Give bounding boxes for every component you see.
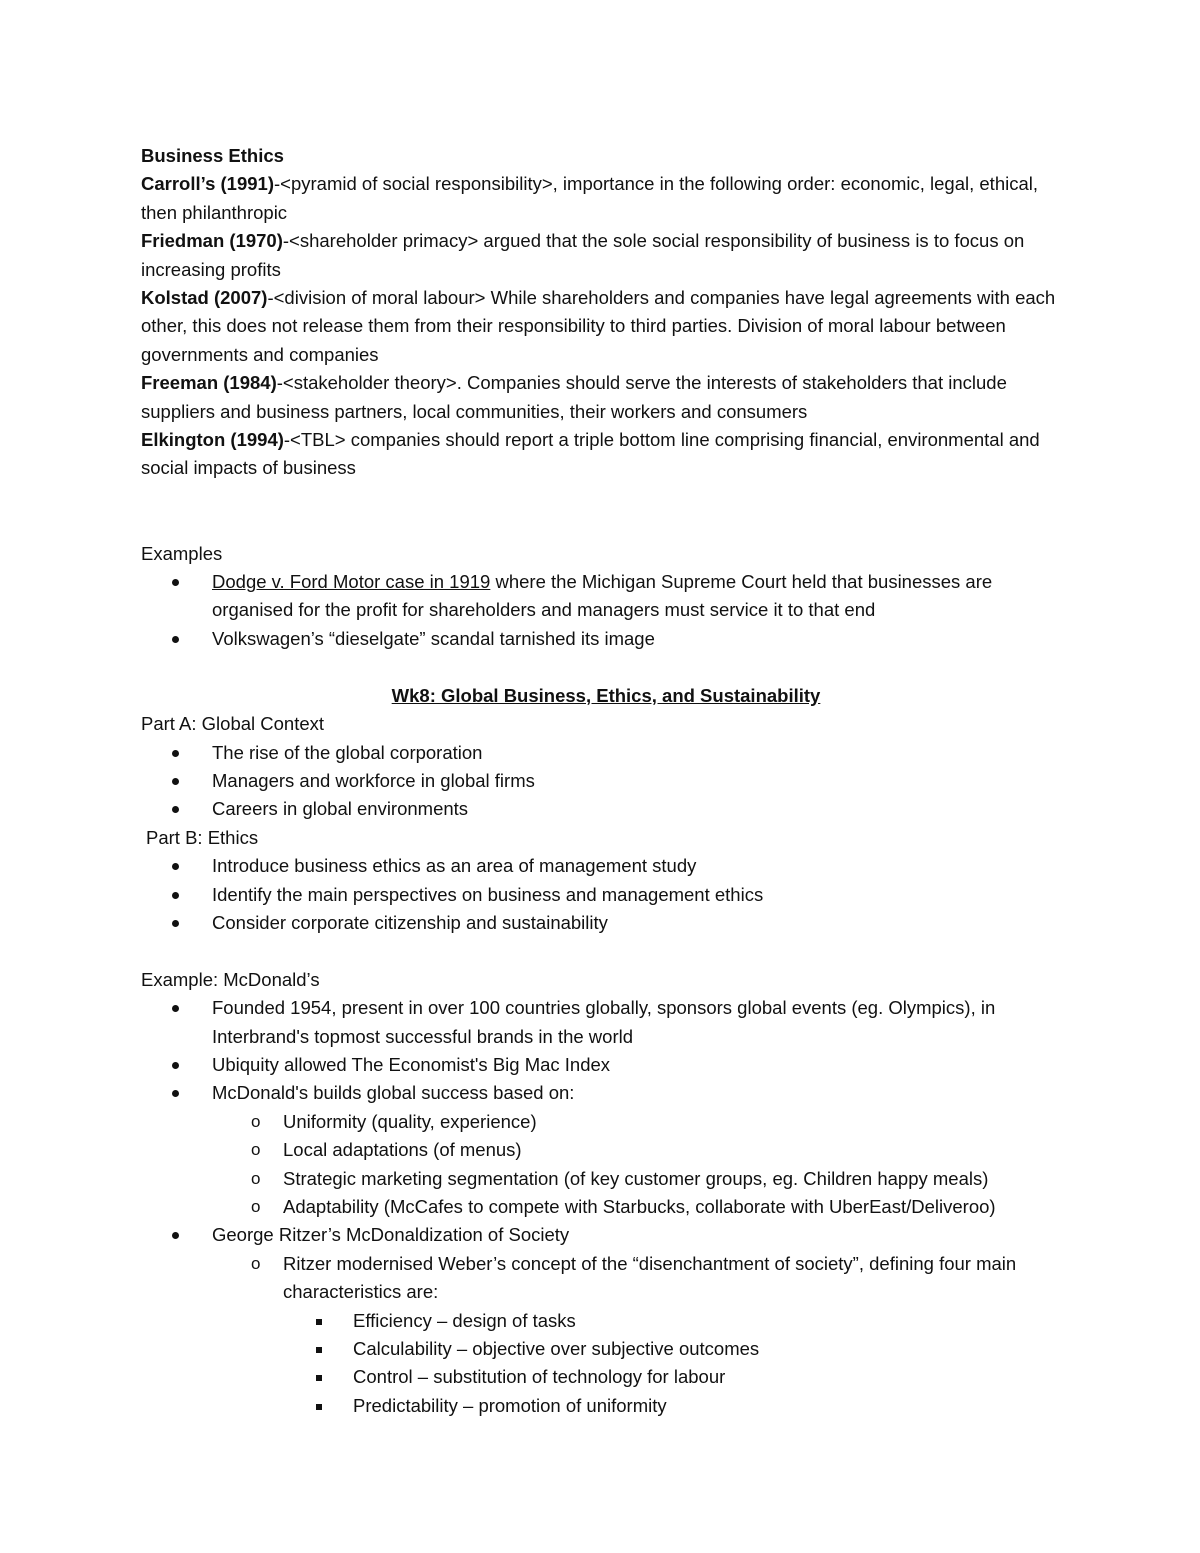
list-item: Consider corporate citizenship and sustainability <box>141 909 1071 937</box>
sub-list-item: o Adaptability (McCafes to compete with Starbucks, collaborate with UberEast/Deliveroo) <box>141 1193 1071 1221</box>
list-item: Managers and workforce in global firms <box>141 767 1071 795</box>
list-item: Careers in global environments <box>141 795 1071 823</box>
examples-list <box>141 568 1071 653</box>
circle-bullet-icon: o <box>251 1111 261 1131</box>
circle-bullet-icon: o <box>251 1253 261 1273</box>
list-item: The rise of the global corporation <box>141 739 1071 767</box>
case-link[interactable]: Dodge v. Ford Motor case in 1919 <box>212 571 491 593</box>
theory-friedman <box>141 227 1071 284</box>
circle-bullet-icon: o <box>251 1168 261 1188</box>
theory-name: Freeman (1984) <box>141 372 277 394</box>
sub-list-item: o Ritzer modernised Weber’s concept of the “disenchantment of society”, defining four main characteristics are: <box>141 1250 1071 1307</box>
sub-list-item: o Uniformity (quality, experience) <box>141 1108 1071 1136</box>
sub-list-item: o Strategic marketing segmentation (of key customer groups, eg. Children happy meals) <box>141 1165 1071 1193</box>
section-title: Business Ethics <box>141 145 284 166</box>
theory-text: -<stakeholder theory>. Companies should serve the interests of stakeholders that include suppliers and business partners, local communities, their workers and consumers <box>141 372 1007 422</box>
part-a-list <box>141 739 1071 824</box>
list-item: Founded 1954, present in over 100 countries globally, sponsors global events (eg. Olympics), in Interbrand's topmost successful brands in the world <box>141 994 1071 1051</box>
theory-name: Carroll’s (1991) <box>141 173 274 195</box>
theory-name: Friedman (1970) <box>141 230 283 252</box>
part-a-label: Part A: Global Context <box>141 713 325 735</box>
circle-bullet-icon: o <box>251 1140 261 1160</box>
part-b-list <box>141 852 1071 937</box>
examples-label: Examples <box>141 542 223 564</box>
mcdonalds-list <box>141 994 1071 1420</box>
list-item: Ubiquity allowed The Economist's Big Mac Index <box>141 1051 1071 1079</box>
sub-sub-list-item: Predictability – promotion of uniformity <box>141 1392 1071 1420</box>
sub-sub-list-item: Control – substitution of technology for labour <box>141 1363 1071 1391</box>
mcdonalds-label: Example: McDonald’s <box>141 968 320 990</box>
document-body <box>141 142 1071 1420</box>
spacer <box>141 483 1071 540</box>
list-item: Identify the main perspectives on business and management ethics <box>141 881 1071 909</box>
sub-sub-list-item: Calculability – objective over subjective outcomes <box>141 1335 1071 1363</box>
theory-freeman <box>141 369 1071 426</box>
theory-text: -<pyramid of social responsibility>, importance in the following order: economic, legal, ethical, then philanthropic <box>141 173 1039 223</box>
theory-elkington <box>141 426 1071 483</box>
circle-bullet-icon: o <box>251 1196 261 1216</box>
part-b-label: Part B: Ethics <box>146 826 259 848</box>
theory-carroll <box>141 170 1071 227</box>
sub-sub-list-item: Efficiency – design of tasks <box>141 1307 1071 1335</box>
theory-name: Kolstad (2007) <box>141 287 268 309</box>
wk8-heading: Wk8: Global Business, Ethics, and Sustainability <box>391 684 821 706</box>
spacer <box>141 937 1071 965</box>
sub-list-item: o Local adaptations (of menus) <box>141 1136 1071 1164</box>
theory-kolstad <box>141 284 1071 369</box>
theory-text: -<TBL> companies should report a triple bottom line comprising financial, environmental and social impacts of business <box>141 429 1040 479</box>
theory-text: -<division of moral labour> While shareholders and companies have legal agreements with each other, this does not release them from their responsibility to third parties. Division of moral labour between governments and companies <box>141 287 1056 365</box>
list-item: Dodge v. Ford Motor case in 1919 where the Michigan Supreme Court held that businesses are organised for the profit for shareholders and managers must service it to that end <box>141 568 1071 625</box>
list-item: George Ritzer’s McDonaldization of Society <box>141 1221 1071 1249</box>
list-item: McDonald's builds global success based on: <box>141 1079 1071 1107</box>
theory-text: -<shareholder primacy> argued that the sole social responsibility of business is to focus on increasing profits <box>141 230 1025 280</box>
list-item: Introduce business ethics as an area of management study <box>141 852 1071 880</box>
theory-name: Elkington (1994) <box>141 429 284 451</box>
list-item: Volkswagen’s “dieselgate” scandal tarnished its image <box>141 625 1071 653</box>
spacer <box>141 653 1071 681</box>
